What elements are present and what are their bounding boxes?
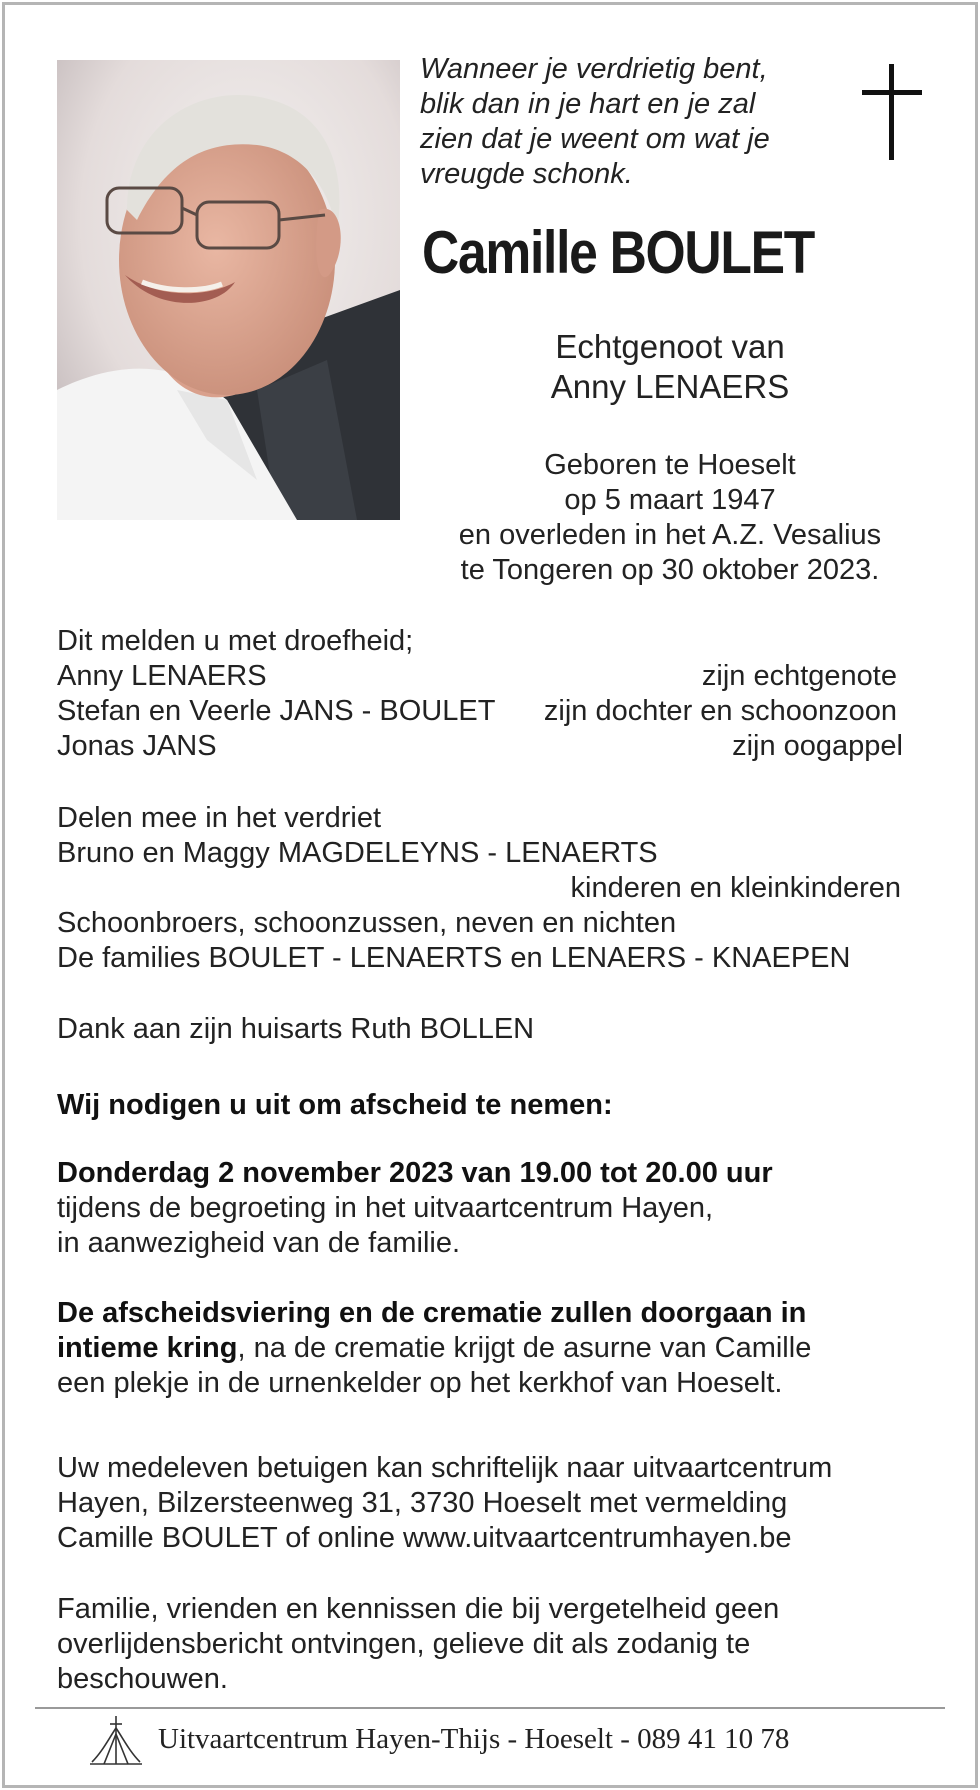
memorial-verse [420, 52, 820, 192]
condolence-line: Uw medeleven betuigen kan schriftelijk naar uitvaartcentrum [57, 1452, 833, 1484]
notice-line: Familie, vrienden en kennissen die bij vergetelheid geen [57, 1593, 780, 1625]
footer-contact: Uitvaartcentrum Hayen-Thijs - Hoeselt - 089 41 10 78 [158, 1723, 790, 1755]
invitation-heading: Wij nodigen u uit om afscheid te nemen: [57, 1089, 613, 1121]
announcer-relation: zijn dochter en schoonzoon [543, 695, 897, 727]
birth-death-line: en overleden in het A.Z. Vesalius [458, 519, 882, 551]
sharing-intro: Delen mee in het verdriet [57, 802, 381, 834]
condolence-line: Hayen, Bilzersteenweg 31, 3730 Hoeselt met vermelding [57, 1487, 788, 1519]
announcer-name: Jonas JANS [57, 730, 217, 762]
sharing-family-line: Schoonbroers, schoonzussen, neven en nichten [57, 907, 677, 939]
birth-death-line: Geboren te Hoeselt [544, 449, 796, 481]
portrait-photo [57, 60, 400, 520]
announcer-row [57, 729, 927, 764]
verse-line: zien dat je weent om wat je [420, 123, 770, 155]
invitation-section [57, 1088, 927, 1123]
announcers-intro: Dit melden u met droefheid; [57, 625, 414, 657]
notice-line: beschouwen. [57, 1663, 228, 1695]
condolences-section [57, 1451, 927, 1556]
ceremony-line [57, 1331, 927, 1366]
ceremony-line: een plekje in de urnenkelder op het kerkhof van Hoeselt. [57, 1367, 783, 1399]
ceremony-section [57, 1296, 927, 1401]
verse-line: blik dan in je hart en je zal [420, 88, 756, 120]
birth-death-line: te Tongeren op 30 oktober 2023. [460, 554, 880, 586]
notice-line: overlijdensbericht ontvingen, gelieve dit als zodanig te [57, 1628, 751, 1660]
announcer-name: Stefan en Veerle JANS - BOULET [57, 695, 496, 727]
funeral-home-logo-icon [88, 1714, 144, 1766]
announcer-relation: zijn oogappel [732, 730, 903, 762]
ceremony-bold-phrase: intieme kring [57, 1332, 238, 1364]
birth-death-line: op 5 maart 1947 [564, 484, 776, 516]
verse-line: Wanneer je verdrietig bent, [420, 53, 768, 85]
ceremony-rest: , na de crematie krijgt de asurne van Camille [237, 1332, 812, 1364]
announcer-row [57, 694, 927, 729]
notice-section [57, 1592, 927, 1697]
cross-icon [862, 64, 922, 160]
sharing-relation-row [57, 871, 927, 906]
announcer-row [57, 659, 927, 694]
deceased-name: Camille BOULET [422, 219, 814, 286]
spouse-line: Echtgenoot van [555, 328, 785, 365]
announcers-section [57, 624, 927, 764]
spouse-name: Anny LENAERS [550, 368, 790, 405]
condolence-line: Camille BOULET of online www.uitvaartcentrumhayen.be [57, 1522, 792, 1554]
birth-death-info [420, 448, 920, 588]
sharing-section [57, 801, 927, 976]
visitation-line: in aanwezigheid van de familie. [57, 1227, 461, 1259]
sharing-relation: kinderen en kleinkinderen [570, 872, 901, 904]
verse-line: vreugde schonk. [420, 158, 633, 190]
thanks-section [57, 1012, 927, 1047]
sharing-family-line: De families BOULET - LENAERTS en LENAERS - KNAEPEN [57, 942, 851, 974]
visitation-section [57, 1156, 927, 1261]
ceremony-bold-line: De afscheidsviering en de crematie zullen doorgaan in [57, 1297, 807, 1329]
spouse-info [420, 327, 920, 407]
thanks-line: Dank aan zijn huisarts Ruth BOLLEN [57, 1013, 535, 1045]
announcer-name: Anny LENAERS [57, 660, 267, 692]
footer-divider [35, 1707, 945, 1709]
sharing-family-line: Bruno en Maggy MAGDELEYNS - LENAERTS [57, 837, 658, 869]
announcer-relation: zijn echtgenote [701, 660, 897, 692]
visitation-datetime: Donderdag 2 november 2023 van 19.00 tot 20.00 uur [57, 1157, 773, 1189]
visitation-line: tijdens de begroeting in het uitvaartcentrum Hayen, [57, 1192, 714, 1224]
